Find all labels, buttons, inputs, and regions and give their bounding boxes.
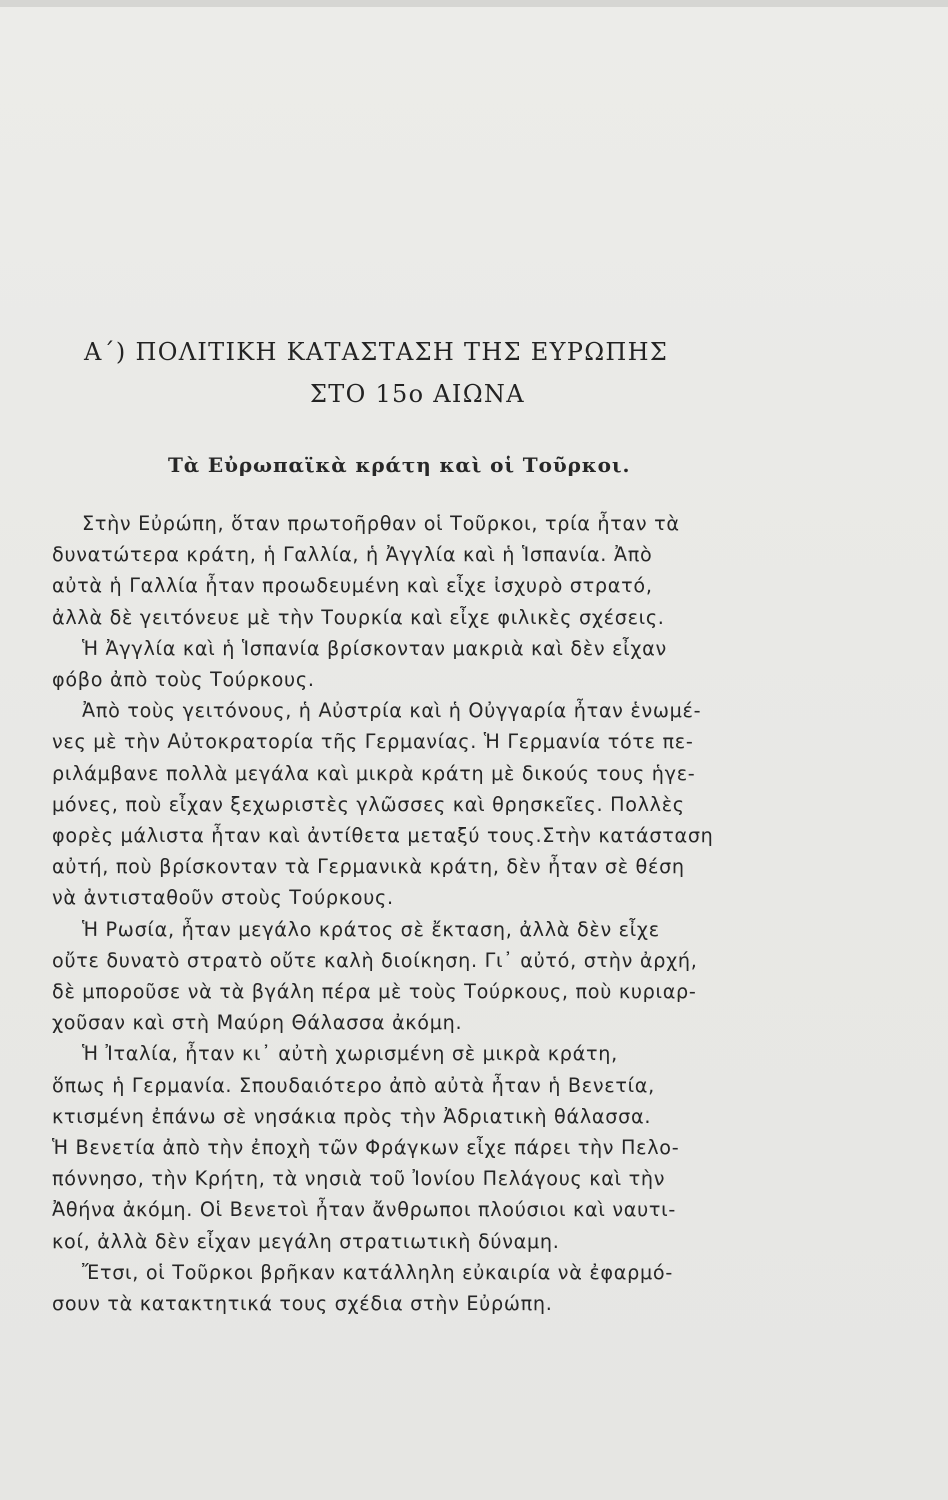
paragraph-line: μόνες, ποὺ εἶχαν ξεχωριστὲς γλῶσσες καὶ θρησκεῖες. Πολλὲς — [52, 792, 685, 816]
paragraph-line: πόννησο, τὴν Κρήτη, τὰ νησιὰ τοῦ Ἰονίου Πελάγους καὶ τὴν — [52, 1167, 666, 1191]
chapter-title — [84, 331, 804, 415]
paragraph-line: Ἡ Βενετία ἀπὸ τὴν ἐποχὴ τῶν Φράγκων εἶχε πάρει τὴν Πελο- — [52, 1136, 680, 1160]
paragraph-line: σουν τὰ κατακτητικά τους σχέδια στὴν Εὐρώπη. — [52, 1292, 553, 1316]
paragraph-line: Στὴν Εὐρώπη, ὅταν πρωτοῆρθαν οἱ Τοῦρκοι, τρία ἦταν τὰ — [82, 512, 680, 535]
paragraph-line: αὐτὰ ἡ Γαλλία ἦταν προωδευμένη καὶ εἶχε ἰσχυρὸ στρατό, — [52, 574, 653, 598]
page-top-edge — [0, 0, 948, 7]
paragraph-line: φορὲς μάλιστα ἦταν καὶ ἀντίθετα μεταξύ τους.Στὴν κατάσταση — [52, 824, 714, 848]
paragraph-line: δὲ μποροῦσε νὰ τὰ βγάλη πέρα μὲ τοὺς Τούρκους, ποὺ κυριαρ- — [52, 980, 697, 1004]
paragraph-line: δυνατώτερα κράτη, ἡ Γαλλία, ἡ Ἀγγλία καὶ ἡ Ἱσπανία. Ἀπὸ — [52, 543, 653, 567]
paragraph-line: νες μὲ τὴν Αὐτοκρατορία τῆς Γερμανίας. Ἡ Γερμανία τότε πε- — [52, 730, 694, 754]
paragraph-line: κτισμένη ἐπάνω σὲ νησάκια πρὸς τὴν Ἀδριατικὴ θάλασσα. — [52, 1104, 652, 1128]
paragraph-line: αὐτή, ποὺ βρίσκονταν τὰ Γερμανικὰ κράτη, δὲν ἦταν σὲ θέση — [52, 855, 685, 879]
paragraph-line: Ἔτσι, οἱ Τοῦρκοι βρῆκαν κατάλληλη εὐκαιρία νὰ ἐφαρμό- — [82, 1260, 673, 1284]
paragraph-line: νὰ ἀντισταθοῦν στοὺς Τούρκους. — [52, 886, 394, 910]
chapter-title-line-2: ΣΤΟ 15ο ΑΙΩΝΑ — [310, 380, 525, 408]
paragraph-line: Ἡ Ἀγγλία καὶ ἡ Ἱσπανία βρίσκονταν μακριὰ καὶ δὲν εἶχαν — [82, 636, 667, 660]
paragraph-line: ὅπως ἡ Γερμανία. Σπουδαιότερο ἀπὸ αὐτὰ ἦταν ἡ Βενετία, — [52, 1073, 655, 1097]
paragraph-line: Ἡ Ἰταλία, ἦταν κι᾿ αὐτὴ χωρισμένη σὲ μικρὰ κράτη, — [82, 1042, 618, 1066]
paragraph-line: ριλάμβανε πολλὰ μεγάλα καὶ μικρὰ κράτη μὲ δικούς τους ἡγε- — [52, 761, 696, 785]
section-heading: Τὰ Εὐρωπαϊκὰ κράτη καὶ οἱ Τοῦρκοι. — [168, 453, 631, 477]
paragraph-line: οὔτε δυνατὸ στρατὸ οὔτε καλὴ διοίκηση. Γι᾿ αὐτό, στὴν ἀρχή, — [52, 948, 698, 972]
paragraph-line: φόβο ἀπὸ τοὺς Τούρκους. — [52, 668, 315, 692]
paragraph-line: Ἀθήνα ἀκόμη. Οἱ Βενετοὶ ἦταν ἄνθρωποι πλούσιοι καὶ ναυτι- — [52, 1198, 676, 1222]
paragraph-line: Ἀπὸ τοὺς γειτόνους, ἡ Αὐστρία καὶ ἡ Οὐγγαρία ἦταν ἑνωμέ- — [82, 699, 702, 723]
body-text — [52, 508, 838, 1319]
paragraph-line: χοῦσαν καὶ στὴ Μαύρη Θάλασσα ἀκόμη. — [52, 1011, 463, 1035]
chapter-title-line-1: Α΄) ΠΟΛΙΤΙΚΗ ΚΑΤΑΣΤΑΣΗ ΤΗΣ ΕΥΡΩΠΗΣ — [84, 338, 669, 366]
paragraph-line: Ἡ Ρωσία, ἦταν μεγάλο κράτος σὲ ἔκταση, ἀλλὰ δὲν εἶχε — [82, 917, 660, 941]
paragraph-line: κοί, ἀλλὰ δὲν εἶχαν μεγάλη στρατιωτικὴ δύναμη. — [52, 1229, 560, 1253]
paragraph-line: ἀλλὰ δὲ γειτόνευε μὲ τὴν Τουρκία καὶ εἶχε φιλικὲς σχέσεις. — [52, 605, 665, 629]
